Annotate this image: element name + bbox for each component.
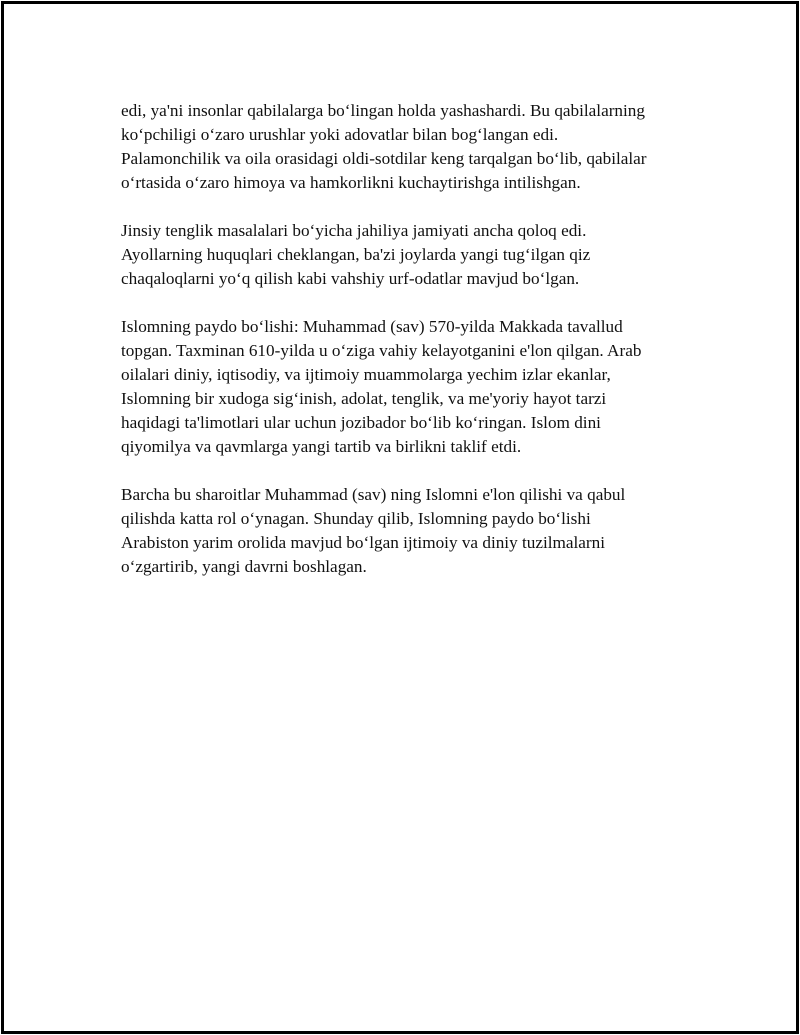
text-line: Jinsiy tenglik masalalari bo‘yicha jahiliya jamiyati ancha qoloq edi. [121,221,587,240]
text-line: Palamonchilik va oila orasidagi oldi-sotdilar keng tarqalgan bo‘lib, qabilalar [121,149,647,168]
text-line: Islomning paydo bo‘lishi: Muhammad (sav) 570-yilda Makkada tavallud [121,317,623,336]
paragraph-pre-islamic-tribes [121,99,691,195]
text-line: Barcha bu sharoitlar Muhammad (sav) ning Islomni e'lon qilishi va qabul [121,485,626,504]
paragraph-gender-equality [121,219,691,291]
page-frame [1,1,799,1034]
document-body [121,99,691,603]
text-line: Islomning bir xudoga sig‘inish, adolat, tenglik, va me'yoriy hayot tarzi [121,389,607,408]
paragraph-conclusion [121,483,691,579]
text-line: Ayollarning huquqlari cheklangan, ba'zi joylarda yangi tug‘ilgan qiz [121,245,591,264]
text-line: edi, ya'ni insonlar qabilalarga bo‘lingan holda yashashardi. Bu qabilalarning [121,101,645,120]
text-line: qilishda katta rol o‘ynagan. Shunday qilib, Islomning paydo bo‘lishi [121,509,591,528]
text-line: topgan. Taxminan 610-yilda u o‘ziga vahiy kelayotganini e'lon qilgan. Arab [121,341,642,360]
text-line: haqidagi ta'limotlari ular uchun jozibador bo‘lib ko‘ringan. Islom dini [121,413,601,432]
text-line: oilalari diniy, iqtisodiy, va ijtimoiy muammolarga yechim izlar ekanlar, [121,365,611,384]
text-line: Arabiston yarim orolida mavjud bo‘lgan ijtimoiy va diniy tuzilmalarni [121,533,606,552]
text-line: qiyomilya va qavmlarga yangi tartib va birlikni taklif etdi. [121,437,522,456]
text-line: ko‘pchiligi o‘zaro urushlar yoki adovatlar bilan bog‘langan edi. [121,125,559,144]
paragraph-rise-of-islam [121,315,691,459]
text-line: chaqaloqlarni yo‘q qilish kabi vahshiy urf-odatlar mavjud bo‘lgan. [121,269,580,288]
text-line: o‘zgartirib, yangi davrni boshlagan. [121,557,367,576]
text-line: o‘rtasida o‘zaro himoya va hamkorlikni kuchaytirishga intilishgan. [121,173,581,192]
